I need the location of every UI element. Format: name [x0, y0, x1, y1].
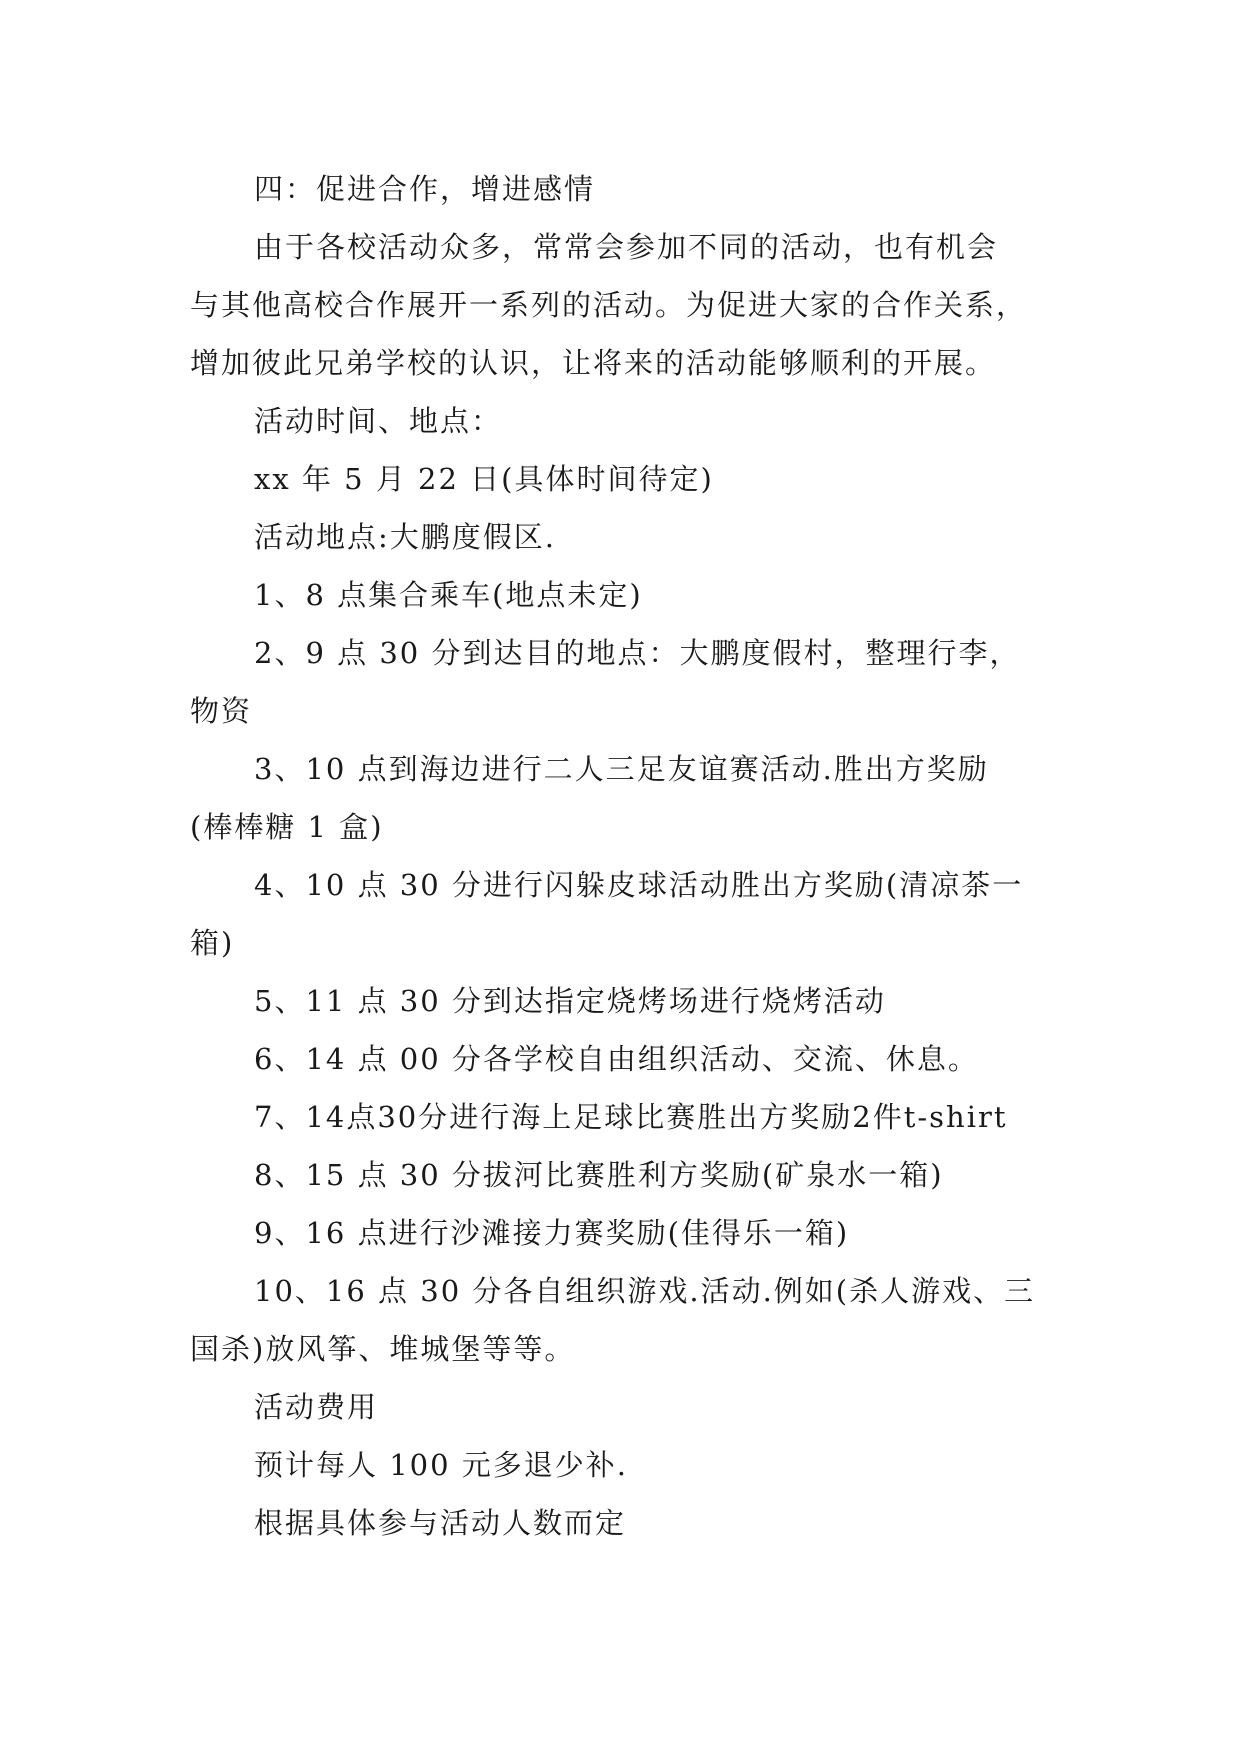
- text-line: 根据具体参与活动人数而定: [254, 1506, 627, 1540]
- text-line: 9、16 点进行沙滩接力赛奖励(佳得乐一箱): [254, 1216, 850, 1250]
- text-line: 7、14点30分进行海上足球比赛胜出方奖励2件t-shirt: [254, 1100, 1008, 1134]
- text-line: 8、15 点 30 分拔河比赛胜利方奖励(矿泉水一箱): [254, 1158, 944, 1192]
- text-line: 活动时间、地点：: [254, 404, 503, 438]
- text-line: 预计每人 100 元多退少补.: [254, 1448, 629, 1482]
- paragraph-time-place-heading: [190, 392, 1070, 450]
- text-line: 与其他高校合作展开一系列的活动。为促进大家的合作关系，: [190, 288, 1028, 322]
- schedule-item: [190, 566, 1070, 624]
- paragraph-location: [190, 508, 1070, 566]
- schedule-item: [190, 856, 1070, 972]
- text-line: 5、11 点 30 分到达指定烧烤场进行烧烤活动: [254, 984, 886, 1018]
- schedule-item: [190, 624, 1070, 740]
- text-line: 四：促进合作，增进感情: [254, 172, 596, 206]
- schedule-item: [190, 1146, 1070, 1204]
- section-heading: [190, 160, 1070, 218]
- text-line: 4、10 点 30 分进行闪躲皮球活动胜出方奖励(清凉茶一: [254, 868, 1024, 902]
- paragraph-date: [190, 450, 1070, 508]
- schedule-item: [190, 1088, 1070, 1146]
- paragraph-cost-note: [190, 1494, 1070, 1552]
- text-line: 2、9 点 30 分到达目的地点：大鹏度假村，整理行李，: [254, 636, 1021, 670]
- text-line: 箱): [190, 926, 235, 960]
- text-line: 由于各校活动众多，常常会参加不同的活动，也有机会: [254, 230, 999, 264]
- text-line: 1、8 点集合乘车(地点未定): [254, 578, 643, 612]
- schedule-item: [190, 740, 1070, 856]
- text-line: xx 年 5 月 22 日(具体时间待定): [254, 462, 714, 496]
- schedule-item: [190, 972, 1070, 1030]
- text-line: 活动费用: [254, 1390, 379, 1424]
- schedule-item: [190, 1030, 1070, 1088]
- schedule-item: [190, 1204, 1070, 1262]
- text-line: (棒棒糖 1 盒): [190, 810, 384, 844]
- paragraph-intro: [190, 218, 1070, 392]
- document-body: [190, 160, 1070, 1552]
- schedule-item: [190, 1262, 1070, 1378]
- text-line: 6、14 点 00 分各学校自由组织活动、交流、休息。: [254, 1042, 979, 1076]
- text-line: 3、10 点到海边进行二人三足友谊赛活动.胜出方奖励: [254, 752, 989, 786]
- text-line: 增加彼此兄弟学校的认识，让将来的活动能够顺利的开展。: [190, 346, 997, 380]
- text-line: 活动地点:大鹏度假区.: [254, 520, 556, 554]
- text-line: 物资: [190, 694, 253, 728]
- paragraph-cost-estimate: [190, 1436, 1070, 1494]
- text-line: 10、16 点 30 分各自组织游戏.活动.例如(杀人游戏、三: [254, 1274, 1036, 1308]
- paragraph-cost-heading: [190, 1378, 1070, 1436]
- text-line: 国杀)放风筝、堆城堡等等。: [190, 1332, 576, 1366]
